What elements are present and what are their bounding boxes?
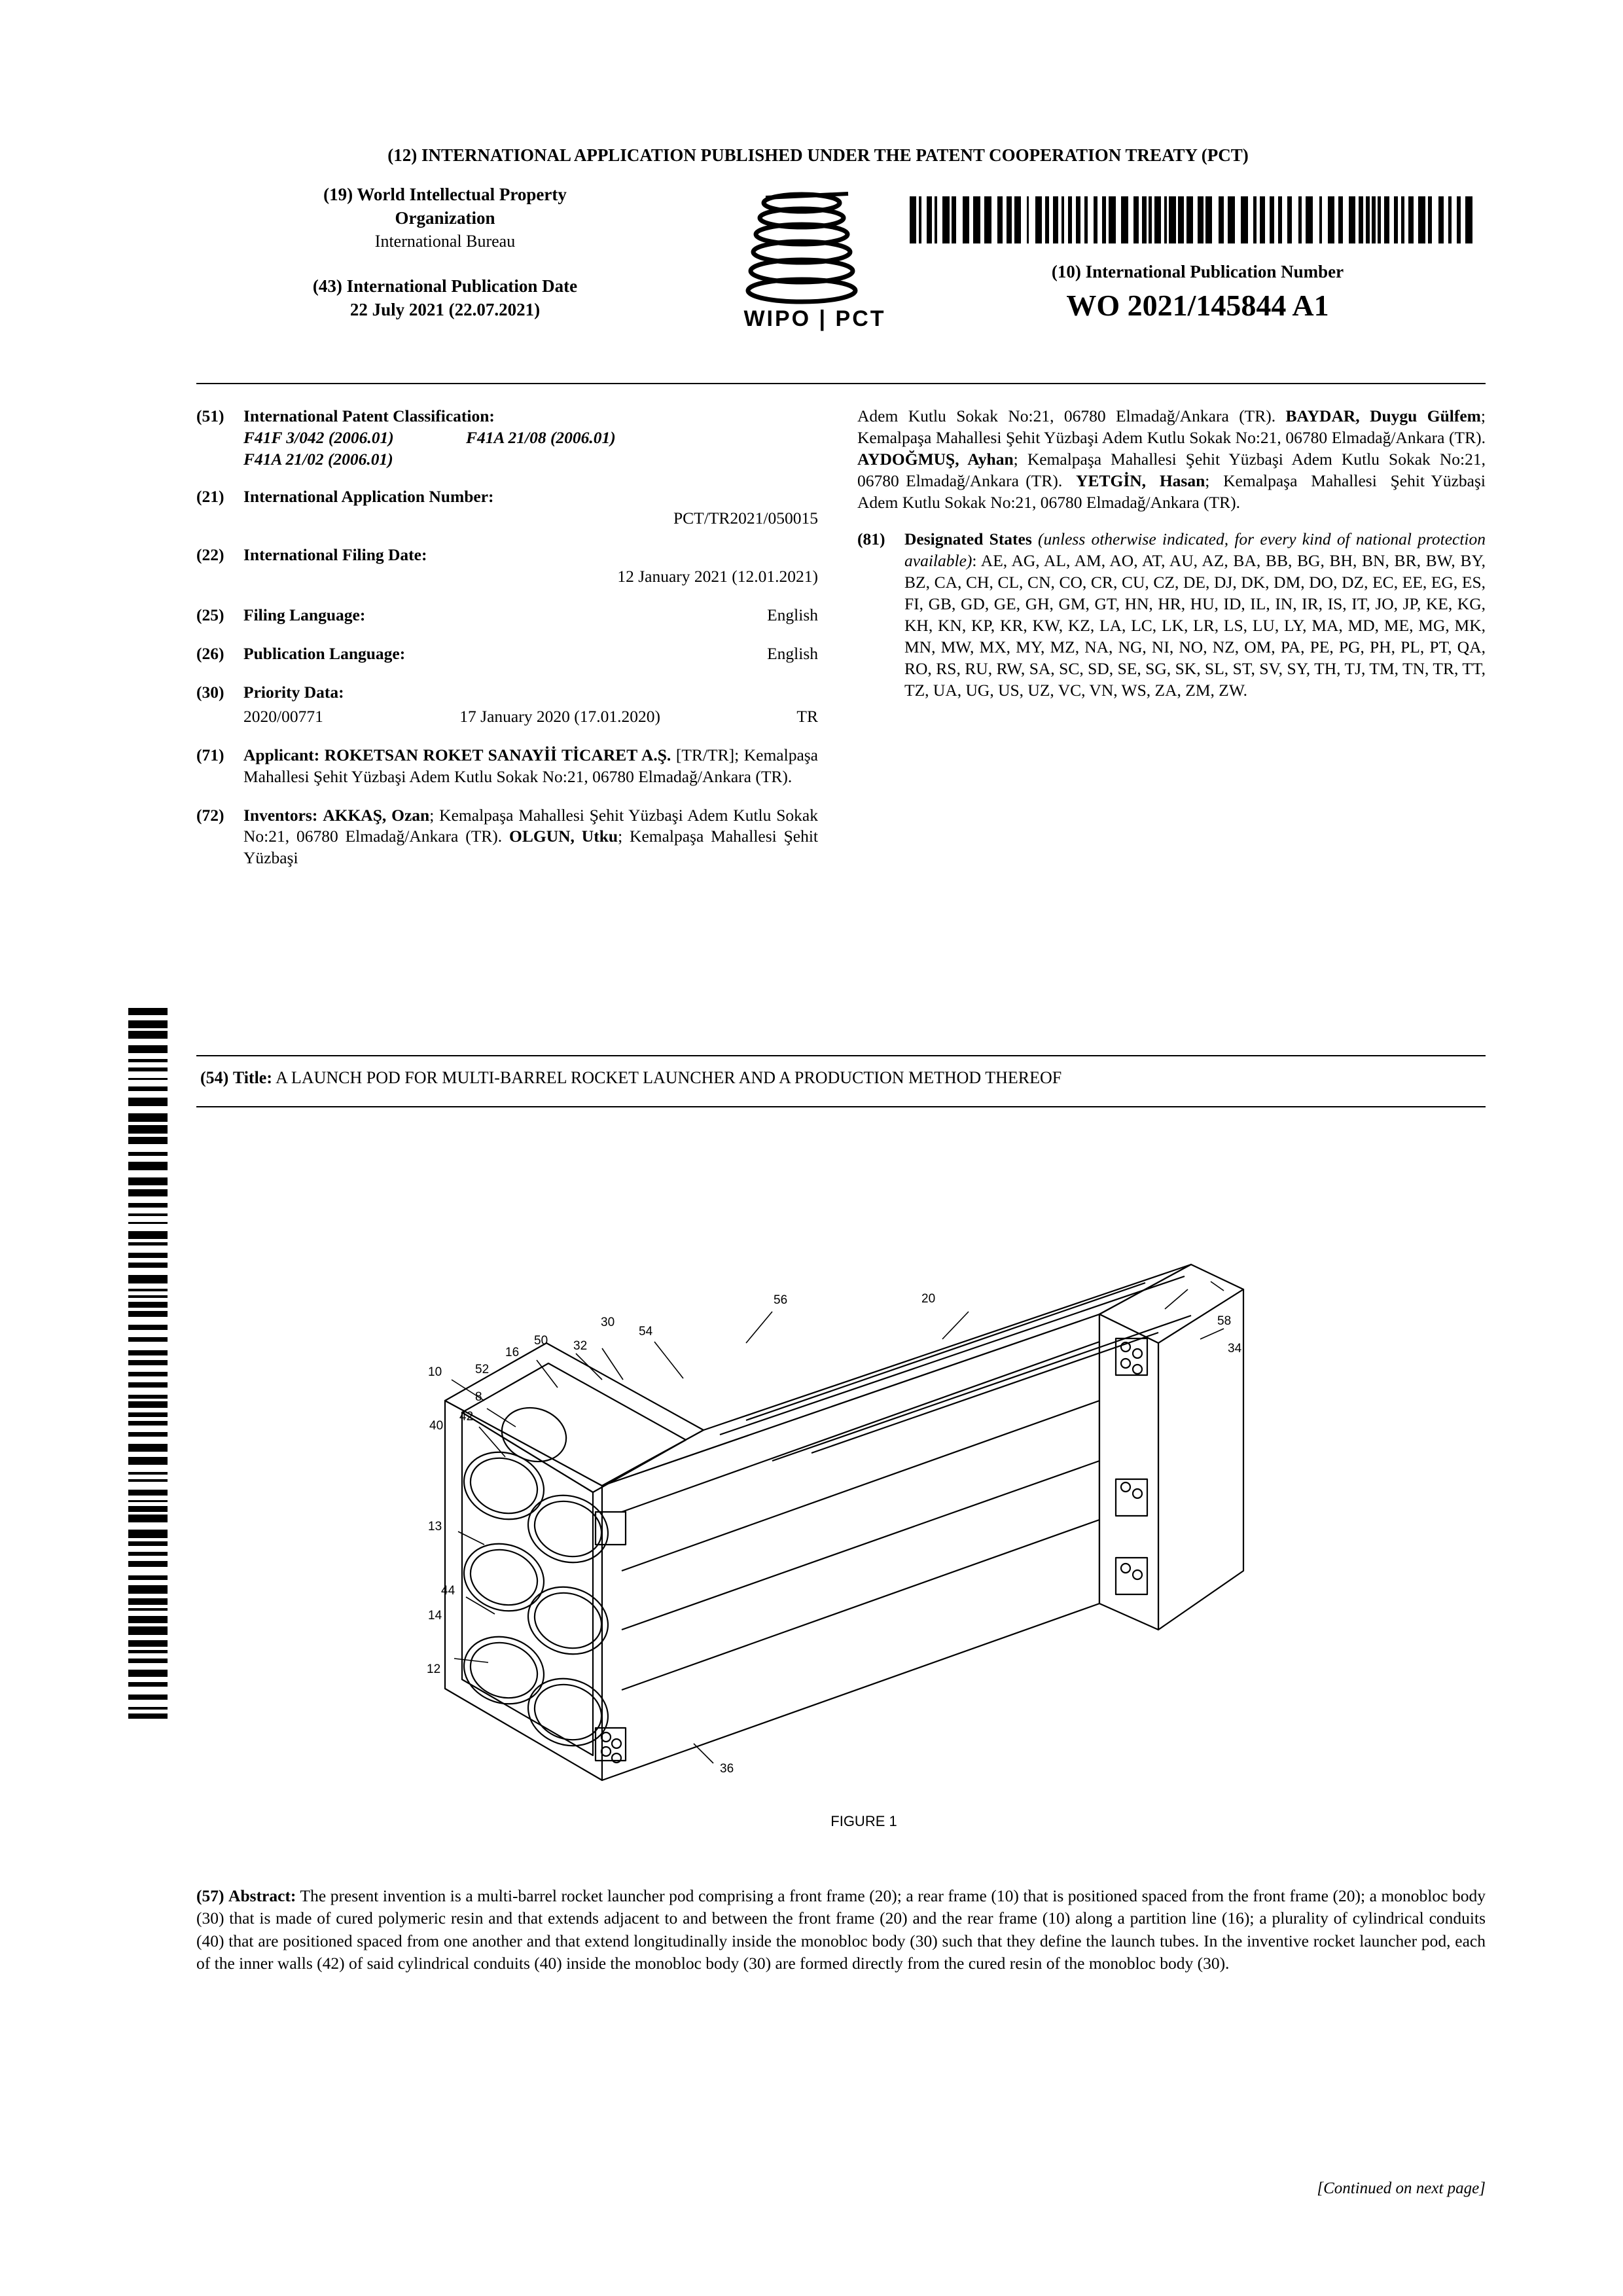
svg-text:56: 56 [774, 1293, 788, 1307]
field-applicant-label: Applicant: [243, 745, 320, 764]
field-inventors-label: Inventors: [243, 805, 318, 825]
org-number-line: (19) World Intellectual Property [323, 185, 567, 204]
svg-text:12: 12 [427, 1662, 441, 1676]
field-filing-language-label: Filing Language: [243, 605, 366, 625]
field-applicant [196, 745, 818, 788]
org-name-line: Organization [395, 207, 495, 228]
wipo-helix-icon [726, 190, 877, 304]
field-application-number-label: International Application Number: [243, 486, 494, 506]
field-priority-data-label: Priority Data: [243, 683, 344, 702]
publication-number-label: (10) International Publication Number [1051, 262, 1344, 281]
invention-title: A LAUNCH POD FOR MULTI-BARREL ROCKET LAUNCHER AND A PRODUCTION METHOD THEREOF [276, 1068, 1062, 1087]
svg-text:42: 42 [459, 1410, 474, 1424]
field-publication-language-value: English [767, 644, 818, 664]
svg-text:8: 8 [475, 1390, 482, 1404]
publication-date-value: 22 July 2021 (22.07.2021) [349, 300, 541, 320]
field-filing-date [196, 545, 818, 588]
svg-text:32: 32 [573, 1339, 588, 1353]
svg-text:52: 52 [475, 1363, 490, 1376]
field-inventors [196, 805, 818, 870]
wipo-block [216, 183, 674, 322]
svg-text:10: 10 [428, 1365, 442, 1379]
svg-text:50: 50 [534, 1334, 548, 1348]
applicant-name: ROKETSAN ROKET SANAYİİ TİCARET A.Ş. [324, 745, 671, 764]
field-application-number-num: (21) [196, 486, 224, 506]
field-priority-data [196, 682, 818, 728]
field-filing-language-num: (25) [196, 605, 224, 625]
designated-states-note: (unless otherwise indicated, for every kind of national protection available) [904, 529, 1486, 571]
field-inventors-num: (72) [196, 805, 224, 825]
header-divider [196, 383, 1486, 384]
svg-text:30: 30 [601, 1316, 615, 1329]
field-application-number-value: PCT/TR2021/050015 [673, 508, 818, 528]
bibliographic-left-column [196, 406, 818, 880]
wipo-wordmark: WIPO | PCT [743, 306, 886, 331]
figure-1-drawing [406, 1204, 1322, 1793]
field-filing-date-num: (22) [196, 545, 224, 565]
field-publication-language-num: (26) [196, 644, 224, 664]
svg-text:16: 16 [505, 1346, 520, 1359]
page-title: (12) INTERNATIONAL APPLICATION PUBLISHED UNDER THE PATENT COOPERATION TREATY (PCT) [387, 145, 1249, 165]
publication-number-value: WO 2021/145844 A1 [1066, 289, 1329, 322]
inventors-continuation-text: Adem Kutlu Sokak No:21, 06780 Elmadağ/Ankara (TR). BAYDAR, Duygu Gülfem; Kemalpaşa Mahallesi Şehit Yüzbaşi Adem Kutlu Sokak No:21, 06780 Elmadağ/Ankara (TR). AYDOĞMUŞ, Ayhan; Kemalpaşa Mahallesi Şehit Yüzbaşi Adem Kutlu Sokak No:21, 06780 Elmadağ/Ankara (TR). YETGİN, Hasan; Kemalpaşa Mahallesi Şehit Yüzbaşi Adem Kutlu Sokak No:21, 06780 Elmadağ/Ankara (TR). [857, 406, 1486, 512]
field-ipc-label: International Patent Classification: [243, 406, 495, 425]
svg-text:13: 13 [428, 1520, 442, 1534]
abstract-section [196, 1885, 1486, 1975]
svg-text:34: 34 [1228, 1342, 1242, 1355]
field-publication-language [196, 643, 818, 665]
priority-number: 2020/00771 [243, 706, 323, 726]
field-filing-date-label: International Filing Date: [243, 545, 427, 565]
svg-text:58: 58 [1217, 1314, 1232, 1328]
title-divider-bottom [196, 1106, 1486, 1107]
abstract-text: The present invention is a multi-barrel rocket launcher pod comprising a front frame (20); a rear frame (10) that is positioned spaced from the front frame (20); a monobloc body (30) that is made of cured polymeric resin and that extends adjacent to and between the front frame (20) and the rear frame (10) along a partition line (16); a plurality of cylindrical conduits (40) that are positioned spaced from one another and that extend longitudinally inside the monobloc body (30) such that they define the launch tubes. In the inventive rocket launcher pod, each of the inner walls (42) of said cylindrical conduits (40) inside the monobloc body (30) are formed directly from the cured resin of the monobloc body (30). [196, 1886, 1486, 1973]
wipo-logo [707, 190, 923, 340]
field-applicant-num: (71) [196, 745, 224, 764]
field-publication-language-label: Publication Language: [243, 644, 406, 664]
international-bureau: International Bureau [374, 231, 516, 251]
abstract-num: (57) [196, 1886, 224, 1905]
launch-pod-technical-drawing [406, 1204, 1322, 1793]
field-ipc [196, 406, 818, 471]
svg-text:14: 14 [428, 1609, 442, 1623]
figure-caption: FIGURE 1 [830, 1813, 897, 1829]
bibliographic-right-column [857, 406, 1486, 713]
inventors-text: AKKAŞ, Ozan; Kemalpaşa Mahallesi Şehit Yüzbaşi Adem Kutlu Sokak No:21, 06780 Elmadağ/Ankara (TR). OLGUN, Utku; Kemalpaşa Mahallesi Şehit Yüzbaşi [243, 805, 819, 868]
svg-text:54: 54 [639, 1325, 653, 1338]
svg-text:40: 40 [429, 1419, 444, 1433]
priority-country: TR [796, 706, 818, 726]
field-priority-data-num: (30) [196, 683, 224, 702]
field-designated-states [857, 529, 1486, 701]
svg-text:36: 36 [720, 1762, 734, 1776]
inventors-continuation [857, 406, 1486, 513]
svg-text:20: 20 [921, 1292, 936, 1306]
field-designated-states-label: Designated States [904, 529, 1032, 549]
field-title-num: (54) [200, 1068, 229, 1087]
priority-date: 17 January 2020 (17.01.2020) [459, 706, 660, 726]
designated-states-list: : AE, AG, AL, AM, AO, AT, AU, AZ, BA, BB, BG, BH, BN, BR, BW, BY, BZ, CA, CH, CL, CN, CO, CR, CU, CZ, DE, DJ, DK, DM, DO, DZ, EC, EE, EG, ES, FI, GB, GD, GE, GH, GM, GT, HN, HR, HU, ID, IL, IN, IR, IS, IT, JO, JP, KE, KG, KH, KN, KP, KR, KW, KZ, LA, LC, LK, LR, LS, LU, LY, MA, MD, ME, MG, MK, MN, MW, MX, MY, MZ, NA, NG, NI, NO, NZ, OM, PA, PE, PG, PH, PL, PT, QA, RO, RS, RU, RW, SA, SC, SD, SE, SG, SK, SL, ST, SV, SY, TH, TJ, TM, TN, TR, TT, TZ, UA, UG, US, UZ, VC, VN, WS, ZA, ZM, ZW. [904, 551, 1486, 700]
ipc-code-2: F41A 21/08 (2006.01) [466, 427, 616, 447]
applicant-address: [TR/TR]; Kemalpaşa Mahallesi Şehit Yüzbaşi Adem Kutlu Sokak No:21, 06780 Elmadağ/Ankara (TR). [243, 745, 819, 786]
svg-text:44: 44 [441, 1584, 455, 1598]
spine-barcode [128, 1008, 168, 1721]
ipc-code-1: F41F 3/042 (2006.01) [243, 427, 394, 447]
field-designated-states-num: (81) [857, 529, 885, 549]
field-title-label: Title: [232, 1068, 273, 1087]
field-filing-date-value: 12 January 2021 (12.01.2021) [617, 567, 818, 586]
field-filing-language [196, 605, 818, 626]
field-ipc-number: (51) [196, 406, 224, 425]
publication-barcode [910, 196, 1479, 243]
abstract-label: Abstract: [228, 1886, 296, 1905]
continued-note: [Continued on next page] [1317, 2179, 1486, 2197]
ipc-code-3: F41A 21/02 (2006.01) [243, 449, 393, 469]
field-title [200, 1068, 1483, 1088]
publication-date-label: (43) International Publication Date [312, 276, 578, 296]
title-divider-top [196, 1055, 1486, 1056]
field-filing-language-value: English [767, 605, 818, 625]
field-application-number [196, 486, 818, 529]
